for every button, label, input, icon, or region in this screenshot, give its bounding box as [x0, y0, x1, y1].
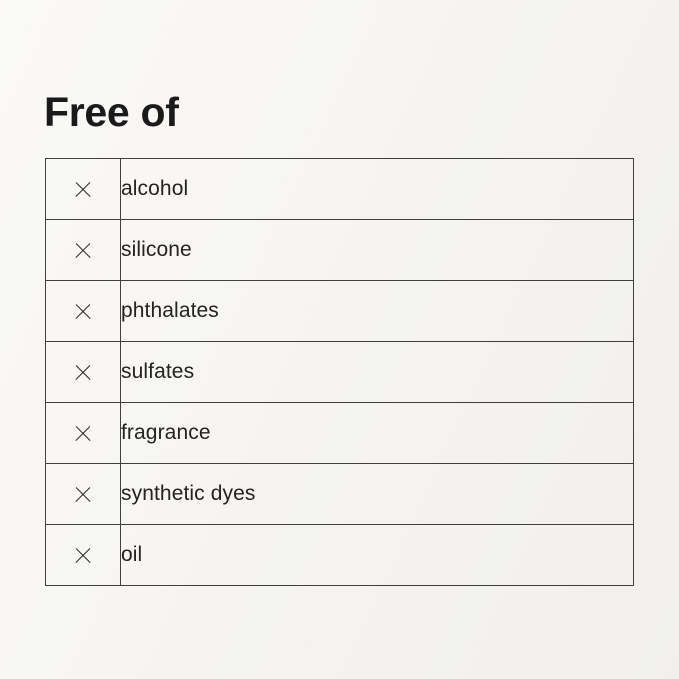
x-mark-icon [73, 179, 93, 199]
row-label: oil [121, 525, 634, 586]
table-row [46, 281, 634, 342]
x-mark-icon [73, 301, 93, 321]
x-mark-icon [73, 240, 93, 260]
page-title: Free of [44, 89, 179, 135]
row-mark-cell [46, 159, 121, 220]
table-row [46, 342, 634, 403]
row-label: phthalates [121, 281, 634, 342]
row-label: fragrance [121, 403, 634, 464]
x-mark-icon [73, 423, 93, 443]
row-mark-cell [46, 525, 121, 586]
x-mark-icon [73, 362, 93, 382]
free-of-table [45, 158, 634, 586]
table-row [46, 159, 634, 220]
table-row [46, 220, 634, 281]
x-mark-icon [73, 545, 93, 565]
row-label: sulfates [121, 342, 634, 403]
x-mark-icon [73, 484, 93, 504]
row-label: synthetic dyes [121, 464, 634, 525]
row-mark-cell [46, 403, 121, 464]
row-mark-cell [46, 281, 121, 342]
table-row [46, 403, 634, 464]
row-mark-cell [46, 342, 121, 403]
row-mark-cell [46, 464, 121, 525]
table-row [46, 525, 634, 586]
row-label: silicone [121, 220, 634, 281]
row-mark-cell [46, 220, 121, 281]
row-label: alcohol [121, 159, 634, 220]
table-row [46, 464, 634, 525]
